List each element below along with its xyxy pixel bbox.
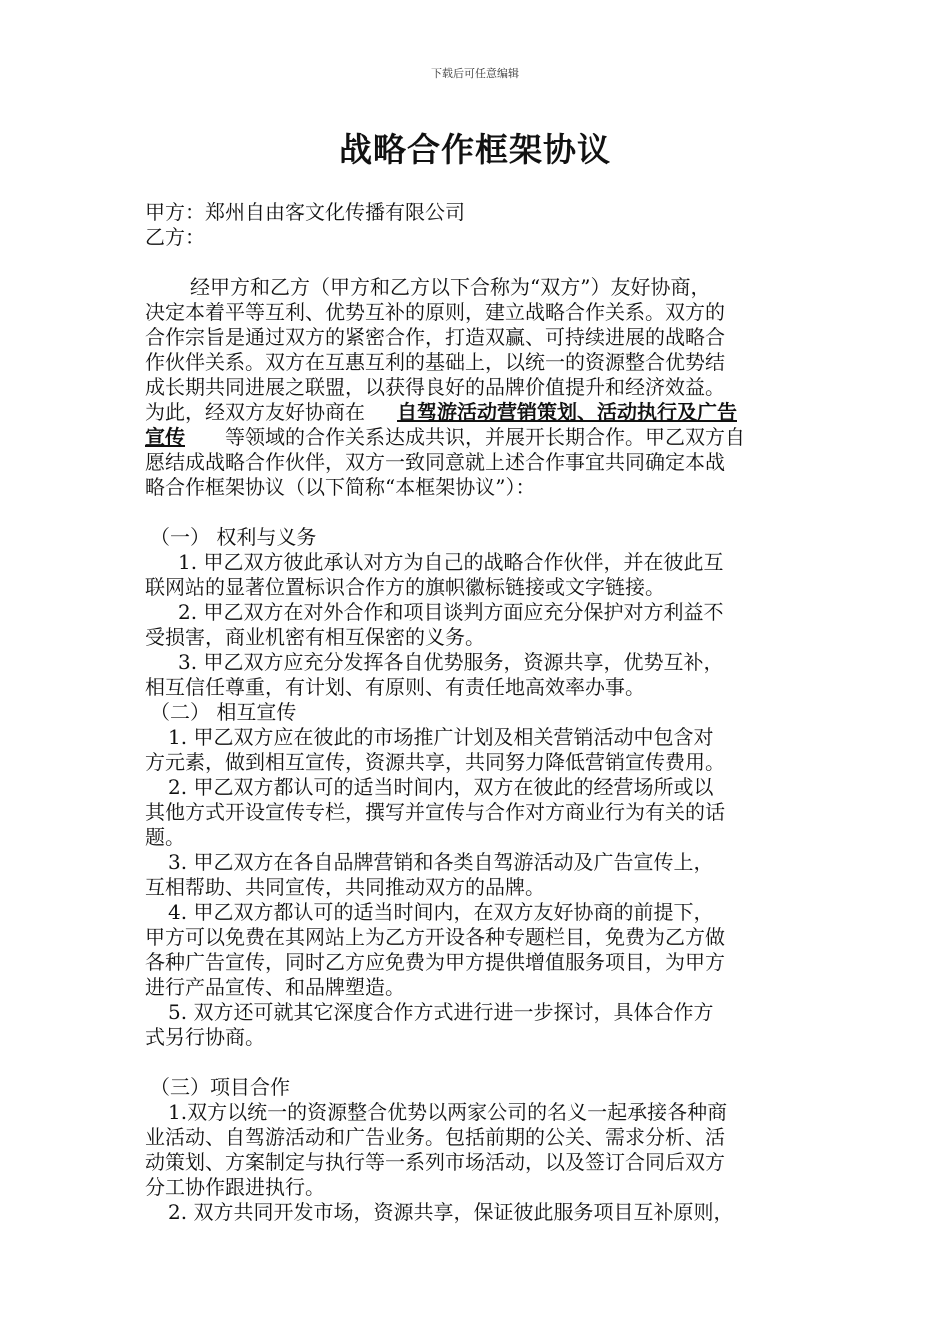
clause-line: 方元素，做到相互宣传，资源共享，共同努力降低营销宣传费用。	[145, 750, 725, 774]
intro-text: 等领域的合作关系达成共识，并展开长期合作。甲乙双方自	[225, 425, 745, 449]
intro-line: 决定本着平等互利、优势互补的原则，建立战略合作关系。双方的	[145, 300, 725, 324]
clause-line: 联网站的显著位置标识合作方的旗帜徽标链接或文字链接。	[145, 575, 665, 599]
cooperation-field-underlined: 自驾游活动营销策划、活动执行及广告	[397, 400, 737, 424]
intro-line: 合作宗旨是通过双方的紧密合作，打造双赢、可持续进展的战略合	[145, 325, 725, 349]
clause-line: 1.双方以统一的资源整合优势以两家公司的名义一起承接各种商	[168, 1100, 728, 1124]
section-heading: （二） 相互宣传	[150, 700, 297, 724]
clause-line: 2. 双方共同开发市场，资源共享，保证彼此服务项目互补原则，	[168, 1200, 734, 1224]
header-note: 下载后可任意编辑	[431, 67, 519, 80]
clause-line: 相互信任尊重，有计划、有原则、有责任地高效率办事。	[145, 675, 645, 699]
clause-line: 1. 甲乙双方彼此承认对方为自己的战略合作伙伴，并在彼此互	[178, 550, 724, 574]
intro-line: 经甲方和乙方（甲方和乙方以下合称为“双方”）友好协商，	[190, 275, 711, 299]
clause-line: 其他方式开设宣传专栏，撰写并宣传与合作对方商业行为有关的话	[145, 800, 725, 824]
clause-line: 各种广告宣传，同时乙方应免费为甲方提供增值服务项目，为甲方	[145, 950, 725, 974]
clause-line: 进行产品宣传、和品牌塑造。	[145, 975, 405, 999]
intro-line	[145, 425, 745, 450]
document-title: 战略合作框架协议	[339, 130, 611, 169]
intro-line: 愿结成战略合作伙伴，双方一致同意就上述合作事宜共同确定本战	[145, 450, 725, 474]
clause-line: 3. 甲乙双方应充分发挥各自优势服务，资源共享，优势互补，	[178, 650, 724, 674]
clause-line: 5. 双方还可就其它深度合作方式进行进一步探讨，具体合作方	[168, 1000, 714, 1024]
clause-line: 动策划、方案制定与执行等一系列市场活动，以及签订合同后双方	[145, 1150, 725, 1174]
intro-line: 作伙伴关系。双方在互惠互利的基础上，以统一的资源整合优势结	[145, 350, 725, 374]
clause-line: 题。	[145, 825, 185, 849]
intro-line	[145, 400, 737, 425]
clause-line: 分工协作跟进执行。	[145, 1175, 325, 1199]
intro-line: 成长期共同进展之联盟，以获得良好的品牌价值提升和经济效益。	[145, 375, 725, 399]
clause-line: 受损害，商业机密有相互保密的义务。	[145, 625, 485, 649]
party-a-line: 甲方：郑州自由客文化传播有限公司	[145, 200, 465, 224]
section-heading: （一） 权利与义务	[150, 525, 317, 549]
clause-line: 式另行协商。	[145, 1025, 265, 1049]
party-b-line: 乙方：	[145, 225, 205, 249]
clause-line: 业活动、自驾游活动和广告业务。包括前期的公关、需求分析、活	[145, 1125, 725, 1149]
cooperation-field-underlined: 宣传	[145, 425, 185, 449]
clause-line: 1. 甲乙双方应在彼此的市场推广计划及相关营销活动中包含对	[168, 725, 714, 749]
clause-line: 甲方可以免费在其网站上为乙方开设各种专题栏目，免费为乙方做	[145, 925, 725, 949]
intro-line: 略合作框架协议（以下简称“本框架协议”）：	[145, 475, 536, 499]
clause-line: 3. 甲乙双方在各自品牌营销和各类自驾游活动及广告宣传上，	[168, 850, 714, 874]
section-heading: （三）项目合作	[150, 1075, 290, 1099]
clause-line: 2. 甲乙双方在对外合作和项目谈判方面应充分保护对方利益不	[178, 600, 724, 624]
intro-text: 为此，经双方友好协商在	[145, 400, 365, 424]
clause-line: 4. 甲乙双方都认可的适当时间内，在双方友好协商的前提下，	[168, 900, 714, 924]
clause-line: 2. 甲乙双方都认可的适当时间内，双方在彼此的经营场所或以	[168, 775, 714, 799]
clause-line: 互相帮助、共同宣传，共同推动双方的品牌。	[145, 875, 545, 899]
